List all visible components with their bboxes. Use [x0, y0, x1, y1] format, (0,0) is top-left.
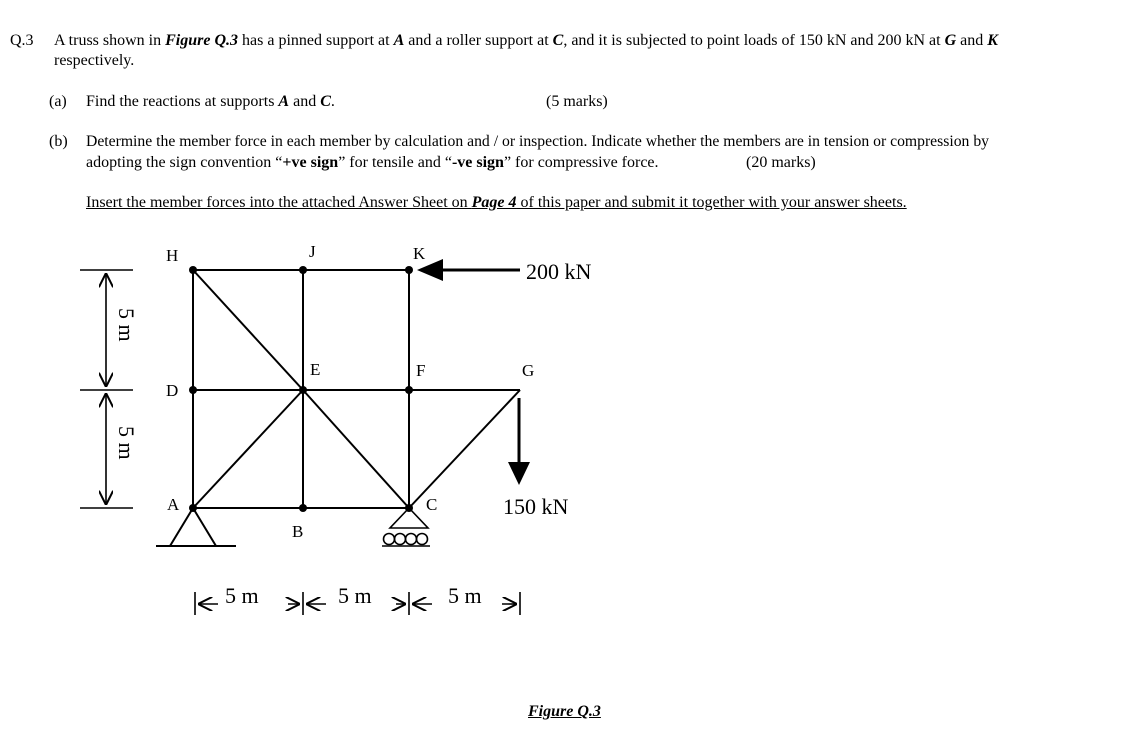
part-b-text-2: ” for tensile and “: [338, 154, 452, 171]
intro-figure-ref: Figure Q.3: [165, 32, 239, 49]
part-b-marks: (20 marks): [746, 154, 816, 171]
intro-node-g: G: [944, 32, 957, 49]
dim-h-3: 5 m: [448, 583, 482, 608]
load-150kN-arrow: [508, 398, 530, 485]
label-J: J: [309, 242, 316, 261]
negative-sign-term: -ve sign: [451, 154, 504, 171]
part-b-text-1: adopting the sign convention “: [86, 154, 283, 171]
label-K: K: [413, 244, 426, 263]
load-200kN-arrow: [417, 259, 520, 281]
part-a-node-c: C: [320, 93, 331, 110]
instruction-text-2: of this paper and submit it together with your answer sheets.: [516, 194, 907, 211]
part-b-text-3: ” for compressive force.: [503, 154, 659, 171]
instruction-text-1: Insert the member forces into the attached Answer Sheet on: [86, 194, 472, 211]
dim-h-1: 5 m: [225, 583, 259, 608]
dim-v-bottom: 5 m: [114, 426, 139, 460]
intro-text-5: and: [956, 32, 988, 49]
label-B: B: [292, 522, 304, 541]
load-150kN-label: 150 kN: [503, 494, 569, 519]
intro-text-3: and a roller support at: [404, 32, 553, 49]
label-D: D: [166, 381, 179, 400]
node-F: [405, 386, 413, 394]
member-HE: [193, 270, 303, 390]
member-AE: [193, 390, 303, 508]
roller-support-C: [382, 508, 430, 546]
question-number: Q.3: [10, 32, 34, 49]
label-E: E: [310, 360, 321, 379]
part-a-marks: (5 marks): [546, 93, 608, 110]
node-D: [189, 386, 197, 394]
dim-h-2: 5 m: [338, 583, 372, 608]
node-H: [189, 266, 197, 274]
intro-text-1: A truss shown in: [54, 32, 166, 49]
node-B: [299, 504, 307, 512]
label-H: H: [166, 246, 179, 265]
member-EC: [303, 390, 409, 508]
label-G: G: [522, 361, 535, 380]
part-a-label: (a): [49, 93, 67, 110]
label-A: A: [167, 495, 180, 514]
intro-text-4: , and it is subjected to point loads of 150 kN and 200 kN at: [563, 32, 945, 49]
intro-node-k: K: [987, 32, 998, 49]
node-E: [299, 386, 307, 394]
figure-caption: Figure Q.3: [528, 703, 601, 720]
label-F: F: [416, 361, 426, 380]
node-K: [405, 266, 413, 274]
part-a-text-1: Find the reactions at supports: [86, 93, 279, 110]
load-200kN-label: 200 kN: [526, 259, 592, 284]
dim-v-top: 5 m: [114, 308, 139, 342]
part-a-text-2: and: [289, 93, 321, 110]
part-a-node-a: A: [278, 93, 290, 110]
member-CG: [409, 390, 520, 508]
label-C: C: [426, 495, 438, 514]
intro-line-2: respectively.: [54, 52, 135, 69]
vertical-dimension: [80, 270, 133, 508]
truss-members: [193, 270, 520, 508]
part-a-text-3: .: [330, 93, 335, 110]
intro-node-a: A: [393, 32, 405, 49]
part-b-label: (b): [49, 133, 68, 150]
node-J: [299, 266, 307, 274]
intro-text-2: has a pinned support at: [238, 32, 394, 49]
intro-node-c: C: [552, 32, 564, 49]
node-labels: [166, 242, 534, 541]
instruction-page-ref: Page 4: [471, 194, 517, 211]
part-b-line-1: Determine the member force in each member by calculation and / or inspection. Indicate whether the members are in tension or compression by: [86, 133, 990, 150]
positive-sign-term: +ve sign: [282, 154, 339, 171]
